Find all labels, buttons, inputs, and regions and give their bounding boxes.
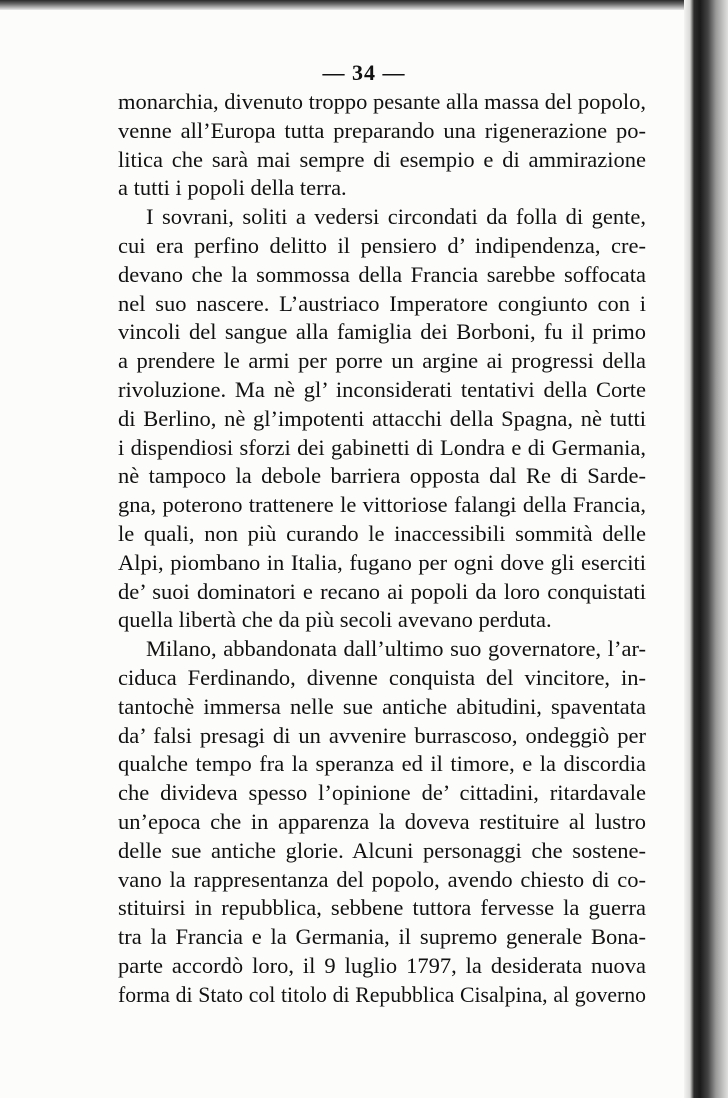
text-line: a tutti i popoli della terra.	[118, 175, 347, 201]
text-line: venne all’Europa tutta preparando una rigenerazione po-	[118, 117, 646, 143]
scan-top-edge	[0, 0, 728, 10]
text-line: delle sue antiche glorie. Alcuni personaggi che sostene-	[118, 837, 646, 863]
text-line: i dispendiosi sforzi dei gabinetti di Londra e di Germania,	[118, 434, 646, 460]
text-line: I sovrani, soliti a vedersi circondati da folla di gente,	[146, 204, 646, 230]
text-line: ciduca Ferdinando, divenne conquista del vincitore, in-	[118, 664, 646, 690]
text-line: un’epoca che in apparenza la doveva restituire al lustro	[118, 808, 646, 834]
text-line: forma di Stato col titolo di Repubblica Cisalpina, al governo	[118, 982, 646, 1007]
text-line: a prendere le armi per porre un argine ai progressi della	[118, 348, 646, 374]
body-text	[118, 88, 646, 1010]
text-line: tra la Francia e la Germania, il supremo generale Bona-	[118, 924, 646, 950]
page-number: — 34 —	[322, 60, 406, 85]
text-line: cui era perfino delitto il pensiero d’ indipendenza, cre-	[118, 232, 646, 258]
text-line: quella libertà che da più secoli avevano perduta.	[118, 607, 552, 633]
text-line: vincoli del sangue alla famiglia dei Borboni, fu il primo	[118, 319, 646, 345]
text-line: qualche tempo fra la speranza ed il timore, e la discordia	[118, 751, 646, 777]
text-line: tantochè immersa nelle sue antiche abitudini, spaventata	[118, 693, 646, 719]
text-line: le quali, non più curando le inaccessibili sommità delle	[118, 520, 646, 546]
scan-binding-edge	[684, 0, 728, 1098]
text-line: vano la rappresentanza del popolo, avendo chiesto di co-	[118, 866, 646, 892]
text-line: parte accordò loro, il 9 luglio 1797, la desiderata nuova	[118, 952, 646, 978]
text-line: che divideva spesso l’opinione de’ cittadini, ritardavale	[118, 780, 646, 806]
text-line: Alpi, piombano in Italia, fugano per ogni dove gli eserciti	[118, 549, 646, 575]
text-line: Milano, abbandonata dall’ultimo suo governatore, l’ar-	[146, 636, 646, 662]
text-line: devano che la sommossa della Francia sarebbe soffocata	[118, 261, 646, 287]
text-line: di Berlino, nè gl’impotenti attacchi della Spagna, nè tutti	[118, 405, 646, 431]
text-line: de’ suoi dominatori e recano ai popoli da loro conquistati	[118, 578, 646, 604]
text-line: nel suo nascere. L’austriaco Imperatore congiunto con i	[118, 290, 646, 316]
text-line: stituirsi in repubblica, sebbene tuttora fervesse la guerra	[118, 895, 646, 921]
text-line: nè tampoco la debole barriera opposta dal Re di Sarde-	[118, 463, 646, 489]
text-line: rivoluzione. Ma nè gl’ inconsiderati tentativi della Corte	[118, 376, 646, 402]
text-line: monarchia, divenuto troppo pesante alla massa del popolo,	[118, 89, 646, 114]
text-line: da’ falsi presagi di un avvenire burrascoso, ondeggiò per	[118, 722, 646, 748]
text-line: gna, poterono trattenere le vittoriose falangi della Francia,	[118, 492, 646, 518]
text-line: litica che sarà mai sempre di esempio e di ammirazione	[118, 146, 646, 172]
